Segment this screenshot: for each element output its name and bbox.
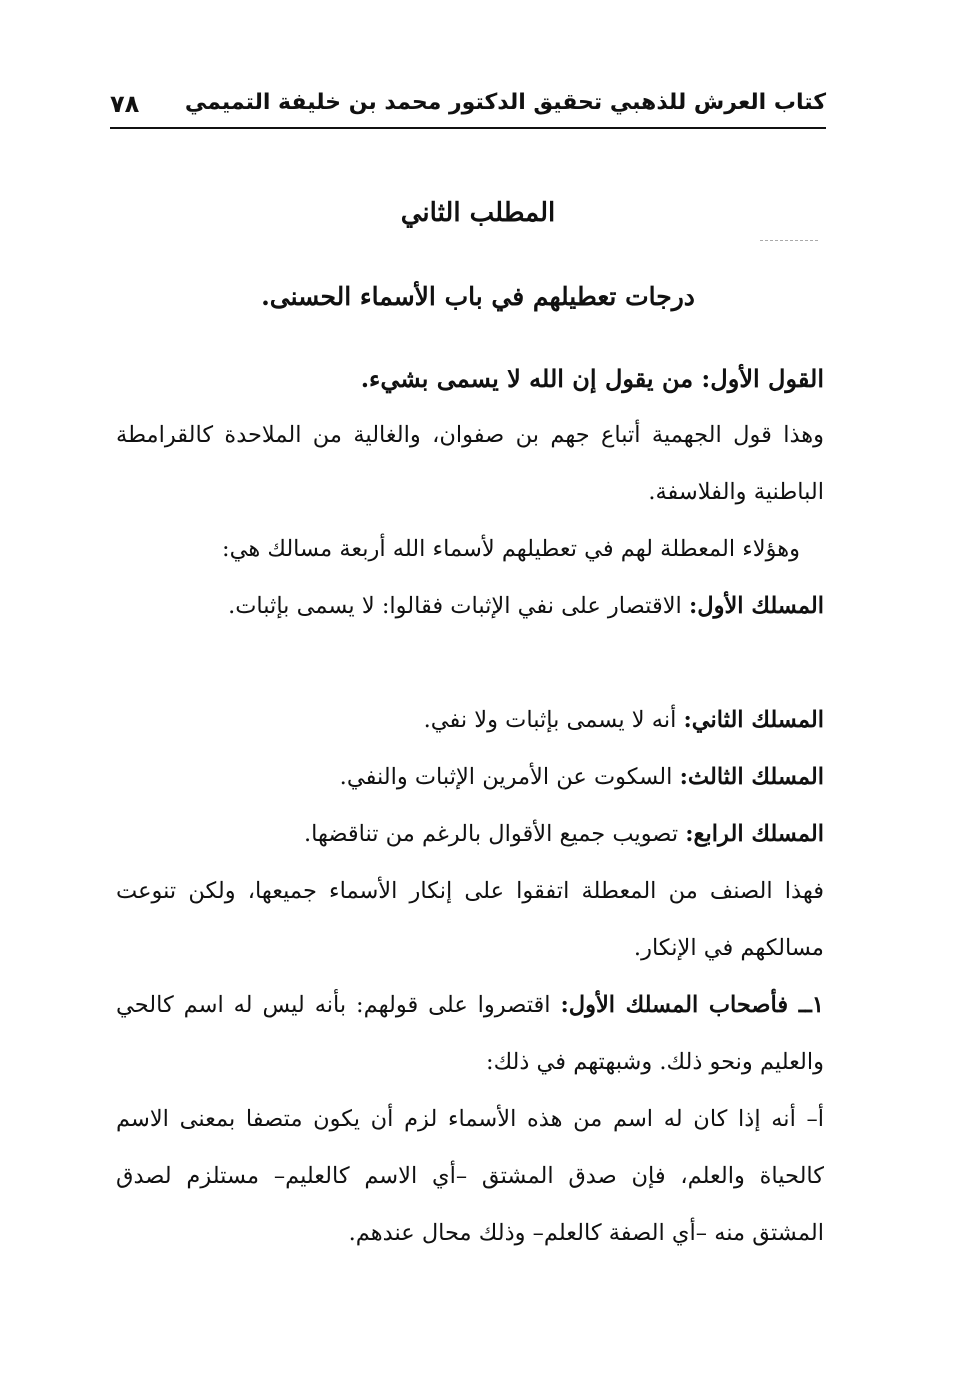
maslak-1-text: الاقتصار على نفي الإثبات فقالوا: لا يسمى بإثبات. — [228, 593, 689, 619]
header-title: كتاب العرش للذهبي تحقيق الدكتور محمد بن خليفة التميمي — [184, 90, 826, 115]
point-a: أ– أنه إذا كان له اسم من هذه الأسماء لزم أن يكون متصفا بمعنى الاسم كالحياة والعلم، فإن صدق المشتق –أي الاسم كالعليم– مستلزم لصدق المشتق منه –أي الصفة كالعلم– وذلك محال عندهم. — [116, 1106, 824, 1246]
maslak-1 — [116, 578, 824, 635]
section-title: المطلب الثاني — [400, 198, 556, 228]
maslak-2 — [116, 692, 824, 749]
page-number: ٧٨ — [110, 90, 140, 118]
maslak-4 — [116, 806, 824, 863]
header-divider — [110, 127, 826, 129]
maslak-2-text: أنه لا يسمى بإثبات ولا نفي. — [423, 707, 684, 733]
first-saying-heading: القول الأول: من يقول إن الله لا يسمى بشيء. — [360, 364, 824, 393]
maslak-4-label: المسلك الرابع: — [685, 821, 824, 847]
running-header — [110, 88, 826, 128]
maslak-3-label: المسلك الثالث: — [679, 764, 824, 790]
paragraph-jahmiyya: وهذا قول الجهمية أتباع جهم بن صفوان، والغالية من الملاحدة كالقرامطة الباطنية والفلاسفة. — [116, 422, 824, 505]
ashab-maslak-1-text: اقتصروا على قولهم: بأنه ليس له اسم كالحي والعليم ونحو ذلك. وشبهتهم في ذلك: — [116, 992, 824, 1075]
maslak-3-text: السكوت عن الأمرين الإثبات والنفي. — [339, 764, 680, 790]
scan-mark — [760, 240, 818, 241]
paragraph-masalik-intro: وهؤلاء المعطلة لهم في تعطيلهم لأسماء الله أربعة مسالك هي: — [222, 536, 800, 562]
section-subtitle: درجات تعطيلهم في باب الأسماء الحسنى. — [261, 282, 695, 311]
ashab-maslak-1 — [116, 977, 824, 1091]
ashab-maslak-1-label: ١ــ فأصحاب المسلك الأول: — [560, 992, 824, 1018]
maslak-3 — [116, 749, 824, 806]
paragraph-sinf: فهذا الصنف من المعطلة اتفقوا على إنكار الأسماء جميعها، ولكن تنوعت مسالكهم في الإنكار. — [116, 878, 824, 961]
maslak-4-text: تصويب جميع الأقوال بالرغم من تناقضها. — [303, 821, 686, 847]
maslak-2-label: المسلك الثاني: — [683, 707, 824, 733]
maslak-1-label: المسلك الأول: — [688, 593, 824, 619]
